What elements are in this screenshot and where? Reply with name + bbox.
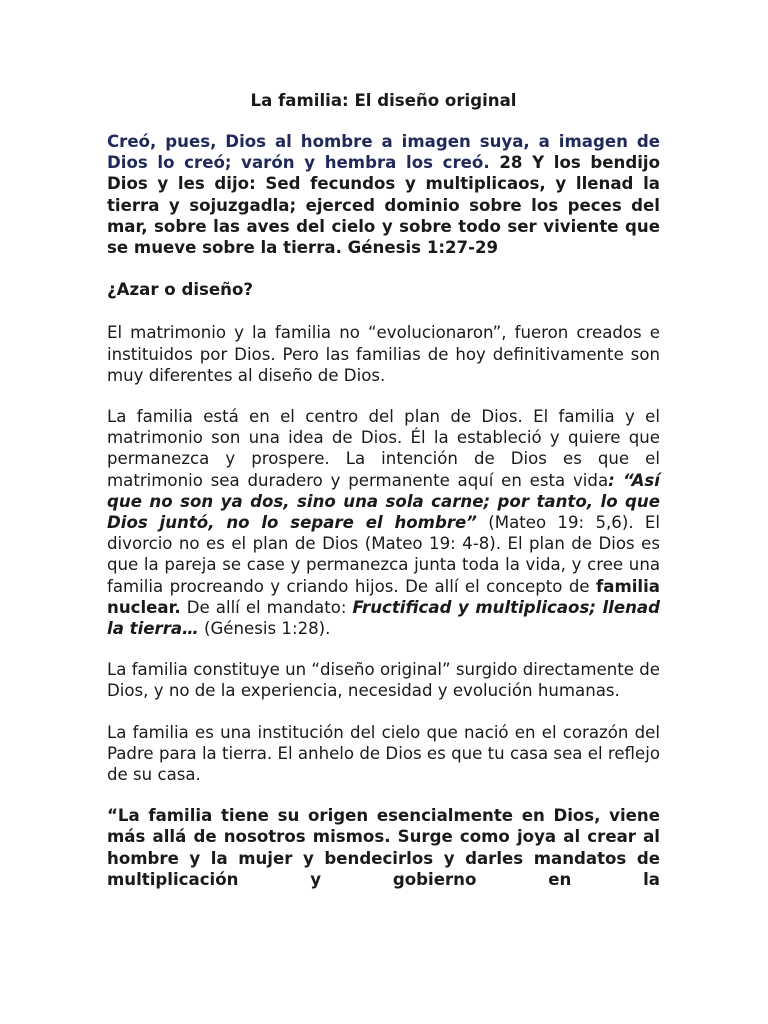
paragraph-2-text-1: La familia está en el centro del plan de Dios. El familia y el matrimonio son una idea de Dios. Él la estableció y quiere que permanezca y prospere. La intención de Dios es que el matrimonio sea duradero y permanente aquí en esta vida bbox=[107, 407, 660, 490]
paragraph-1: El matrimonio y la familia no “evolucionaron”, fueron creados e instituidos por Dios. Pero las familias de hoy definitivamente son muy diferentes al diseño de Dios. bbox=[107, 323, 660, 385]
paragraph-2-text-3: De allí el mandato: bbox=[180, 597, 353, 617]
paragraph-3: La familia constituye un “diseño original” surgido directamente de Dios, y no de la experiencia, necesidad y evolución humanas. bbox=[107, 660, 660, 701]
paragraph-2-bold-term: familia nuclear. bbox=[107, 576, 660, 617]
document-title: La familia: El diseño original bbox=[250, 91, 517, 110]
paragraph-2-quote: “Así que no son ya dos, sino una sola carne; por tanto, lo que Dios juntó, no lo separe el hombre” bbox=[107, 470, 660, 533]
paragraph-4: La familia es una institución del cielo que nació en el corazón del Padre para la tierra. El anhelo de Dios es que tu casa sea el reflejo de su casa. bbox=[107, 722, 660, 785]
paragraph-2-text-4: (Génesis 1:28). bbox=[198, 619, 331, 639]
verse-highlight: Creó, pues, Dios al hombre a imagen suya, a imagen de Dios lo creó; varón y hembra los creó. bbox=[107, 132, 660, 173]
paragraph-2-mandate: Fructificad y multiplicaos; llenad la tierra… bbox=[107, 597, 661, 639]
paragraph-5-quote: “La familia tiene su origen esencialmente en Dios, viene más allá de nosotros mismos. Surge como joya al crear al hombre y la mujer y bendecirlos y darles mandatos de multiplicación y gobierno en la bbox=[107, 806, 660, 889]
section-heading: ¿Azar o diseño? bbox=[107, 280, 253, 300]
verse-rest: 28 Y los bendijo Dios y les dijo: Sed fecundos y multiplicaos, y llenad la tierra y sojuzgadla; ejerced dominio sobre los peces del mar, sobre las aves del cielo y sobre todo ser viviente que se mueve sobre la tierra. Génesis 1:27-29 bbox=[107, 153, 661, 258]
scripture-verse bbox=[107, 131, 660, 258]
paragraph-2-text-2: (Mateo 19: 5,6). El divorcio no es el plan de Dios (Mateo 19: 4-8). El plan de Dios es que la pareja se case y permanezca junta toda la vida, y cree una familia procreando y criando hijos. De allí el concepto de bbox=[107, 513, 660, 596]
paragraph-2 bbox=[107, 406, 660, 639]
paragraph-2-colon: : bbox=[608, 470, 615, 490]
document-body bbox=[107, 90, 660, 890]
